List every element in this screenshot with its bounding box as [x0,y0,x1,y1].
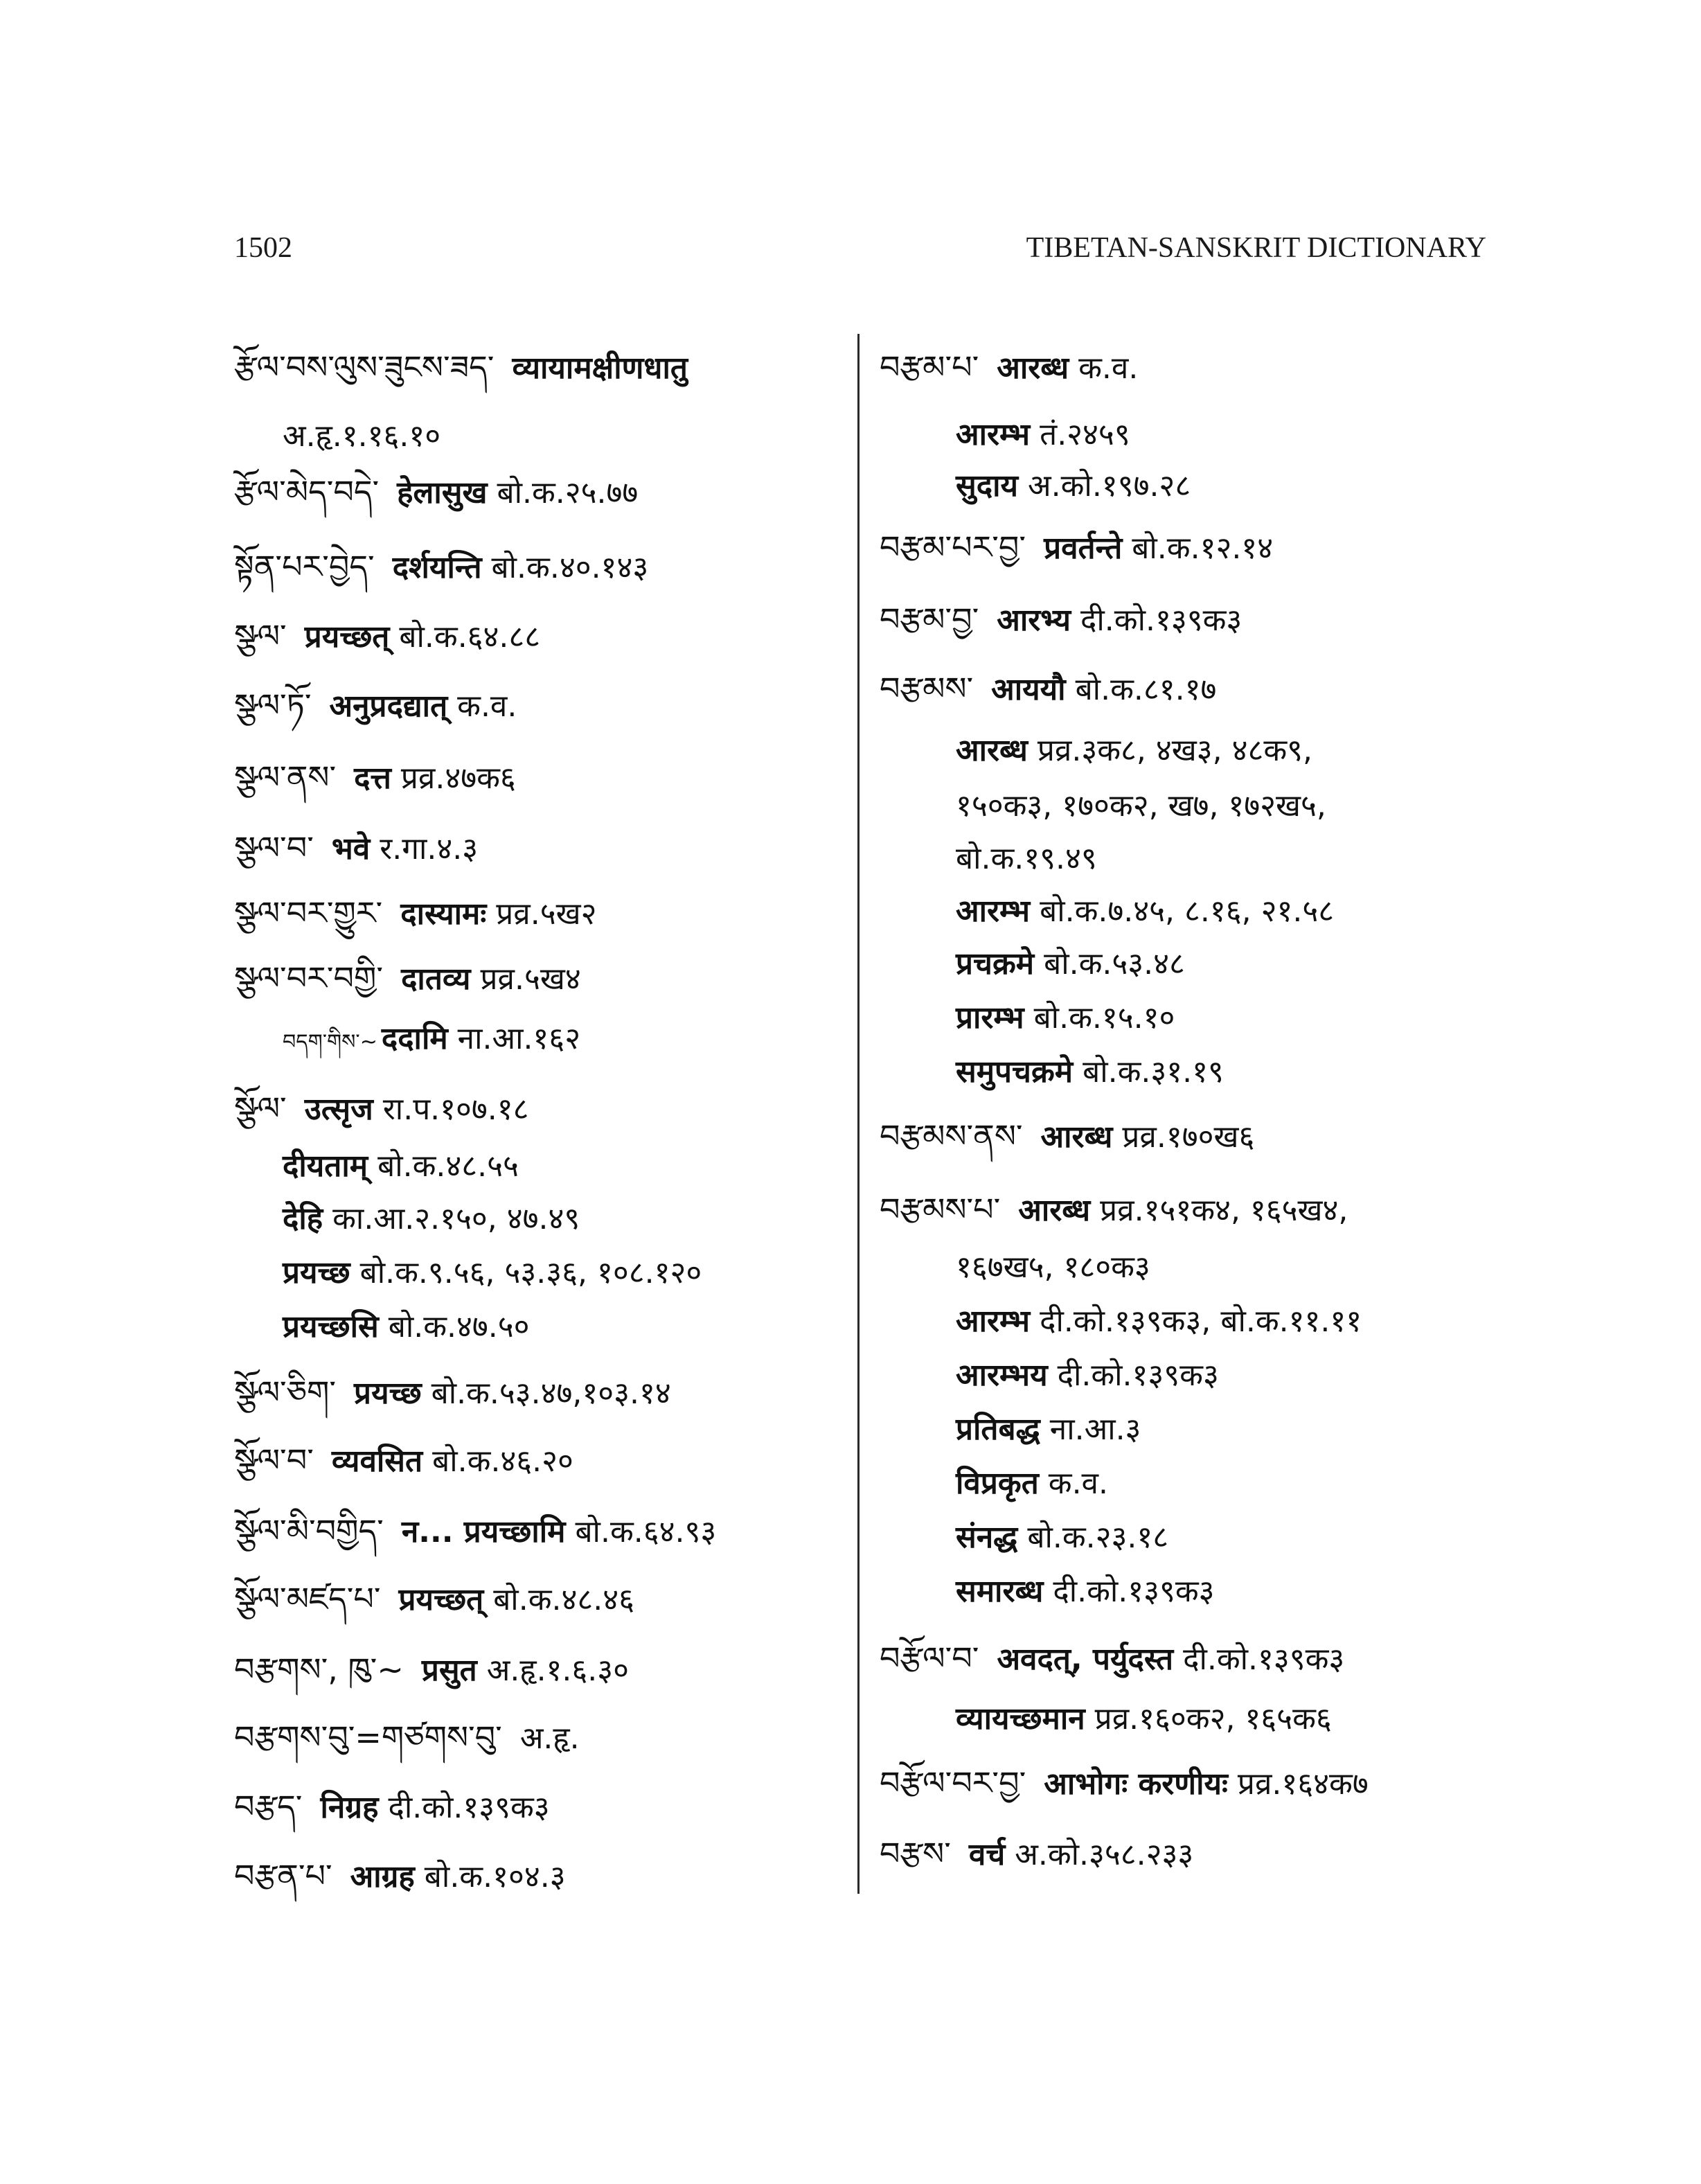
tibetan-headword: བརྩགས་, ཁུ་~ [234,1651,404,1688]
sanskrit-equivalent: भवे [331,831,371,867]
dictionary-entry [234,346,697,388]
source-reference: अ.को.१९७.२८ [1028,468,1191,504]
dictionary-entry [880,1833,1193,1874]
source-reference: दी.को.१३९क३, बो.क.११.११ [1040,1304,1362,1339]
dictionary-entry [956,1247,1150,1288]
dictionary-entry [283,1018,580,1060]
dictionary-entry [880,1637,1344,1679]
dictionary-entry [956,1409,1141,1450]
dictionary-entry [956,730,1312,772]
sanskrit-equivalent: प्रयच्छ [283,1255,350,1290]
dictionary-entry [234,827,478,869]
source-reference: बो.क.४८.५५ [377,1148,519,1184]
dictionary-entry [234,471,638,513]
source-reference: अ.हृ.१.६.३० [486,1653,630,1688]
dictionary-entry [956,1463,1108,1504]
sanskrit-equivalent: आग्रह [350,1859,415,1894]
tibetan-headword: སྩོལ་མི་བགྱིད་ [234,1512,384,1550]
source-reference: ना.आ.३ [1049,1412,1141,1447]
source-reference: बो.क.५३.४७,१०३.१४ [431,1376,671,1411]
source-reference: बो.क.१९.४९ [956,841,1097,876]
source-reference: १५०क३, १७०क२, ख७, १७२ख५, [956,788,1326,824]
dictionary-entry [234,1649,629,1690]
source-reference: बो.क.६४.९३ [575,1514,717,1550]
dictionary-entry [956,838,1097,880]
tibetan-headword: སྩལ་བར་བགྱི་ [234,959,384,997]
source-reference: बो.क.७.४५, ८.१६, २१.५८ [1040,894,1335,929]
source-reference: बो.क.४६.२० [432,1444,573,1479]
sanskrit-equivalent: संनद्ध [956,1520,1018,1555]
dictionary-entry [880,346,1138,388]
source-reference: प्रव्र.३क८, ४ख३, ४८क९, [1037,733,1312,768]
tibetan-headword: སྩོལ་ [234,1090,287,1127]
dictionary-entry [956,465,1191,507]
source-reference: बो.क.४७.५० [388,1309,530,1344]
source-reference: अ.हृ.१.१६.१० [283,418,441,454]
dictionary-entry [234,1439,573,1481]
page-number: 1502 [234,232,292,264]
sanskrit-equivalent: अवदत्, पर्युदस्त [997,1642,1174,1677]
sanskrit-equivalent: समारब्ध [956,1574,1044,1609]
source-reference: बो.क.४०.१४३ [491,550,649,585]
dictionary-entry [956,785,1326,827]
dictionary-entry [956,1051,1224,1093]
tibetan-headword: བརྩམས་ནས་ [880,1117,1023,1155]
dictionary-entry [880,1762,1369,1804]
tibetan-headword: བརྩམས་ [880,670,974,707]
source-reference: ना.आ.१६२ [457,1021,581,1056]
source-reference: बो.क.५३.४८ [1044,946,1185,982]
sanskrit-equivalent: उत्सृज [304,1092,373,1127]
source-reference: बो.क.२३.१८ [1027,1520,1169,1555]
tibetan-headword: བརྩགས་བུ་=གཙགས་བུ་ [234,1719,502,1756]
tibetan-headword: བརྩད་ [234,1788,303,1825]
dictionary-entry [956,891,1334,932]
sanskrit-equivalent: ददामि [381,1021,448,1056]
sanskrit-equivalent: प्रयच्छ [354,1376,422,1411]
source-reference: १६७ख५, १८०क३ [956,1250,1150,1285]
source-reference: क.व. [1078,350,1139,386]
dictionary-entry [234,1716,580,1758]
source-reference: बो.क.८१.१७ [1075,672,1217,707]
tibetan-headword: བརྩན་པ་ [234,1857,332,1894]
sanskrit-equivalent: न... प्रयच्छामि [401,1514,566,1550]
source-reference: बो.क.१२.१४ [1132,531,1274,566]
column-divider [857,334,860,1894]
dictionary-entry [956,414,1130,456]
dictionary-entry [283,1146,519,1187]
source-reference: दी.को.१३९क३ [388,1790,550,1825]
source-reference: प्रव्र.१६०क२, १६५क६ [1094,1701,1332,1737]
sanskrit-equivalent: प्रयच्छत् [304,619,390,655]
tibetan-headword: བརྩམས་པ་ [880,1191,1001,1228]
tibetan-subphrase: བདག་གིས་~ [283,1030,377,1054]
dictionary-entry [234,1578,634,1619]
sanskrit-equivalent: देहि [283,1201,323,1236]
tibetan-headword: སྩོལ་བ་ [234,1441,314,1479]
sanskrit-equivalent: आरम्भ [956,894,1031,929]
tibetan-headword: རྩོལ་མེད་བདེ་ [234,473,380,511]
tibetan-headword: བརྩོལ་བ་ [880,1640,979,1677]
tibetan-headword: སྟོན་པར་བྱེད་ [234,548,375,585]
dictionary-entry [234,684,517,726]
source-reference: प्रव्र.५ख४ [480,961,581,997]
dictionary-entry [283,1198,580,1240]
sanskrit-equivalent: प्रतिबद्ध [956,1412,1040,1447]
source-reference: प्रव्र.४७क६ [400,761,516,796]
sanskrit-equivalent: प्रयच्छत् [398,1582,484,1617]
sanskrit-equivalent: प्रचक्रमे [956,946,1035,982]
sanskrit-equivalent: वर्च [968,1837,1006,1872]
dictionary-entry [234,892,596,934]
dictionary-entry [234,546,648,587]
source-reference: दी.को.१३९क३ [1053,1574,1215,1609]
source-reference: बो.क.१५.१० [1033,1000,1175,1036]
tibetan-headword: སྩལ་ཏོ་ [234,686,312,724]
dictionary-entry [234,1371,671,1413]
tibetan-headword: སྩལ་བ་ [234,829,314,867]
dictionary-entry [234,1855,566,1897]
source-reference: बो.क.९.५६, ५३.३६, १०८.१२० [359,1255,702,1290]
dictionary-entry [234,615,540,657]
tibetan-headword: སྩོལ་མཛད་པ་ [234,1580,381,1617]
tibetan-headword: བརྩམ་པ་ [880,348,979,386]
source-reference: तं.२४५९ [1040,417,1130,452]
sanskrit-equivalent: व्यायच्छमान [956,1701,1085,1737]
source-reference: बो.क.३१.१९ [1083,1054,1224,1090]
sanskrit-equivalent: प्रयच्छसि [283,1309,379,1344]
dictionary-entry [234,1510,716,1552]
dictionary-entry [283,1306,530,1348]
source-reference: बो.क.६४.८८ [399,619,541,655]
tibetan-headword: བརྩོལ་བར་བྱ་ [880,1764,1026,1802]
dictionary-entry [880,1115,1254,1157]
sanskrit-equivalent: आययौ [991,672,1066,707]
sanskrit-equivalent: प्रसुत [421,1653,477,1688]
source-reference: का.आ.२.१५०, ४७.४९ [332,1201,580,1236]
tibetan-headword: བརྩས་ [880,1835,951,1872]
dictionary-entry [880,668,1216,709]
dictionary-entry [880,1189,1348,1230]
tibetan-headword: བརྩམ་བྱ་ [880,601,979,638]
sanskrit-equivalent: विप्रकृत [956,1466,1039,1501]
dictionary-entry [234,756,516,798]
dictionary-entry [880,526,1273,568]
sanskrit-equivalent: प्रारम्भ [956,1000,1024,1036]
sanskrit-equivalent: आरम्भ [956,1304,1031,1339]
sanskrit-equivalent: आरब्ध [956,733,1028,768]
dictionary-entry [956,943,1185,985]
dictionary-entry [956,997,1175,1039]
sanskrit-equivalent: व्यवसित [331,1444,423,1479]
sanskrit-equivalent: दत्त [354,761,391,796]
tibetan-headword: སྩལ་ [234,617,287,655]
source-reference: अ.को.३५८.२३३ [1015,1837,1194,1872]
source-reference: बो.क.२५.७७ [497,475,639,511]
sanskrit-equivalent: समुपचक्रमे [956,1054,1074,1090]
source-reference: प्रव्र.१६४क७ [1237,1766,1369,1802]
tibetan-headword: སྩལ་ནས་ [234,758,337,796]
dictionary-entry [956,1301,1362,1342]
dictionary-entry [956,1571,1215,1613]
dictionary-entry [234,957,581,999]
source-reference: प्रव्र.१७०ख६ [1122,1119,1255,1155]
dictionary-entry [956,1355,1219,1396]
source-reference: क.व. [457,689,517,724]
sanskrit-equivalent: अनुप्रदद्यात् [329,689,448,724]
dictionary-entry [234,1786,550,1827]
source-reference: दी.को.१३९क३ [1057,1358,1219,1393]
source-reference: दी.को.१३९क३ [1080,603,1243,638]
sanskrit-equivalent: हेलासुख [397,475,488,511]
sanskrit-equivalent: आरम्भय [956,1358,1048,1393]
running-head: TIBETAN-SANSKRIT DICTIONARY [1026,232,1486,264]
dictionary-entry [956,1698,1332,1740]
source-reference: क.व. [1048,1466,1109,1501]
dictionary-entry [283,416,440,457]
source-reference: प्रव्र.५ख२ [496,896,597,932]
sanskrit-equivalent: व्यायामक्षीणधातु [512,350,688,386]
tibetan-headword: བརྩམ་པར་བྱ་ [880,529,1026,566]
source-reference: दी.को.१३९क३ [1183,1642,1345,1677]
source-reference: र.गा.४.३ [380,831,479,867]
source-reference: प्रव्र.१५१क४, १६५ख४, [1100,1193,1348,1228]
sanskrit-equivalent: आरब्ध [997,350,1069,386]
sanskrit-equivalent: दर्शयन्ति [392,550,482,585]
sanskrit-equivalent: आरभ्य [997,603,1071,638]
sanskrit-equivalent: प्रवर्तन्ते [1044,531,1123,566]
source-reference: बो.क.१०४.३ [424,1859,566,1894]
dictionary-entry [234,1087,529,1129]
source-reference: बो.क.४८.४६ [493,1582,634,1617]
sanskrit-equivalent: निग्रह [320,1790,379,1825]
sanskrit-equivalent: आभोगः करणीयः [1044,1766,1228,1802]
sanskrit-equivalent: दीयताम् [283,1148,368,1184]
sanskrit-equivalent: दास्यामः [400,896,487,932]
tibetan-headword: སྩལ་བར་གྱུར་ [234,894,383,932]
source-reference: अ.हृ. [519,1721,580,1756]
source-reference: रा.प.१०७.१८ [382,1092,529,1127]
tibetan-headword: རྩོལ་བས་ལུས་ཟུངས་ཟད་ [234,348,495,386]
sanskrit-equivalent: आरब्ध [1040,1119,1113,1155]
sanskrit-equivalent: आरब्ध [1018,1193,1091,1228]
sanskrit-equivalent: दातव्य [401,961,471,997]
tibetan-headword: སྩོལ་ཅིག་ [234,1374,337,1411]
sanskrit-equivalent: सुदाय [956,468,1019,504]
dictionary-entry [956,1517,1168,1559]
sanskrit-equivalent: आरम्भ [956,417,1031,452]
dictionary-entry [283,1252,702,1294]
dictionary-entry [880,598,1242,640]
